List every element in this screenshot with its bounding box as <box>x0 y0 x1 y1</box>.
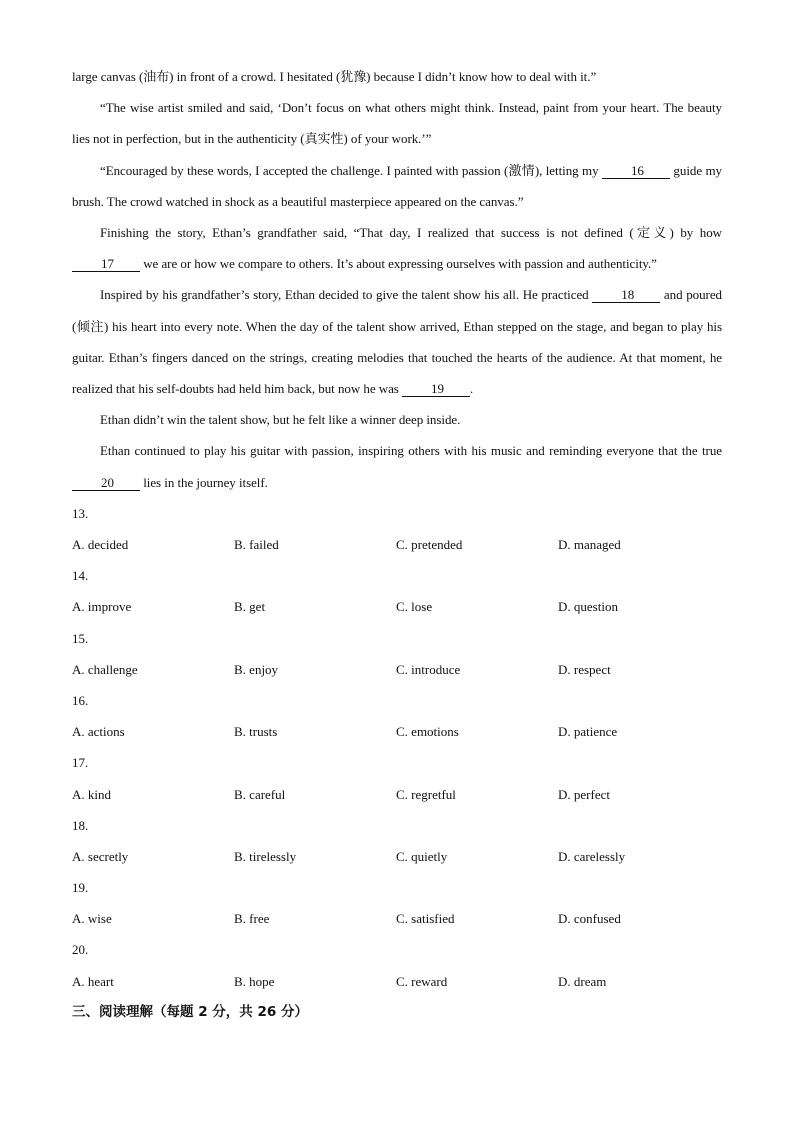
question-number: 19. <box>72 880 89 896</box>
question-options <box>72 779 722 810</box>
section-heading: 三、阅读理解（每题 2 分，共 26 分） <box>72 1003 308 1020</box>
question-16 <box>72 685 722 747</box>
question-number: 14. <box>72 568 89 584</box>
question-number: 18. <box>72 817 89 833</box>
option-d: D. respect <box>558 661 611 677</box>
question-options <box>72 716 722 747</box>
question-17 <box>72 747 722 809</box>
question-options <box>72 966 722 997</box>
blank-16: 16 <box>602 164 670 179</box>
option-c: C. regretful <box>396 786 456 802</box>
question-14 <box>72 560 722 622</box>
blank-17: 17 <box>72 257 140 272</box>
option-d: D. patience <box>558 724 618 740</box>
option-a: A. challenge <box>72 661 138 677</box>
question-options <box>72 591 722 622</box>
question-number: 17. <box>72 755 89 771</box>
passage-text: “Encouraged by these words, I accepted the challenge. I painted with passion (激情), letting my <box>100 162 602 178</box>
question-number: 15. <box>72 630 89 646</box>
passage-paragraph-5 <box>72 279 722 404</box>
option-b: B. get <box>234 599 266 615</box>
question-20 <box>72 934 722 996</box>
option-a: A. decided <box>72 537 129 553</box>
passage-text: and poured (倾注) his heart into every note. When the day of the talent show arrived, Ethan stepped on the stage, and began to play his guitar. Ethan’s fingers danced on the strings, creating melodies that touched the hearts of the audience. At that moment, he realized that his self-doubts had held him back, but now he was <box>72 287 722 397</box>
passage-text: Inspired by his grandfather’s story, Ethan decided to give the talent show his all. He practiced <box>100 287 593 303</box>
option-d: D. managed <box>558 537 621 553</box>
option-a: A. secretly <box>72 848 129 864</box>
option-a: A. wise <box>72 911 112 927</box>
option-b: B. enjoy <box>234 661 279 677</box>
passage-text: lies in the journey itself. <box>140 474 268 490</box>
passage-paragraph-4 <box>72 217 722 279</box>
passage-text: Ethan didn’t win the talent show, but he felt like a winner deep inside. <box>100 412 461 428</box>
question-18 <box>72 810 722 872</box>
passage-text: Finishing the story, Ethan’s grandfather said, “That day, I realized that success is not defined (定义) by how <box>100 225 722 241</box>
passage-text: “The wise artist smiled and said, ‘Don’t focus on what others might think. Instead, paint from your heart. The beauty lies not in perfection, but in the authenticity (真实性) of your work.’” <box>72 100 722 147</box>
option-a: A. kind <box>72 786 111 802</box>
option-b: B. free <box>234 911 270 927</box>
option-c: C. quietly <box>396 848 448 864</box>
question-number: 13. <box>72 505 89 521</box>
passage-text: . <box>470 381 474 397</box>
option-b: B. failed <box>234 537 279 553</box>
document-page <box>72 61 722 1028</box>
option-c: C. emotions <box>396 724 459 740</box>
passage-text: guide my brush. The crowd watched in shock as a beautiful masterpiece appeared on the canvas.” <box>72 162 722 209</box>
option-b: B. trusts <box>234 724 278 740</box>
option-c: C. reward <box>396 973 448 989</box>
question-options <box>72 841 722 872</box>
option-d: D. dream <box>558 973 607 989</box>
passage-paragraph-1 <box>72 61 722 92</box>
question-options <box>72 654 722 685</box>
option-a: A. improve <box>72 599 132 615</box>
passage-text: large canvas (油布) in front of a crowd. I hesitated (犹豫) because I didn’t know how to deal with it.” <box>72 69 597 84</box>
passage-paragraph-6 <box>72 404 722 435</box>
question-number: 20. <box>72 942 89 958</box>
option-a: A. actions <box>72 724 125 740</box>
blank-18: 18 <box>592 288 660 303</box>
option-c: C. satisfied <box>396 911 455 927</box>
question-19 <box>72 872 722 934</box>
option-b: B. tirelessly <box>234 848 297 864</box>
option-b: B. hope <box>234 973 275 989</box>
blank-19: 19 <box>402 382 470 397</box>
question-15 <box>72 623 722 685</box>
question-13 <box>72 498 722 560</box>
option-a: A. heart <box>72 973 114 989</box>
passage-paragraph-7 <box>72 435 722 497</box>
option-d: D. question <box>558 599 618 615</box>
question-options <box>72 903 722 934</box>
question-list <box>72 498 722 997</box>
passage-text: Ethan continued to play his guitar with passion, inspiring others with his music and reminding everyone that the true <box>100 443 722 459</box>
option-c: C. introduce <box>396 661 461 677</box>
passage-paragraph-3 <box>72 155 722 217</box>
question-options <box>72 529 722 560</box>
blank-20: 20 <box>72 476 140 491</box>
option-d: D. perfect <box>558 786 610 802</box>
question-number: 16. <box>72 692 89 708</box>
passage-text: we are or how we compare to others. It’s about expressing ourselves with passion and authenticity.” <box>140 256 657 272</box>
option-c: C. lose <box>396 599 433 615</box>
passage-paragraph-2 <box>72 92 722 154</box>
option-b: B. careful <box>234 786 286 802</box>
option-c: C. pretended <box>396 537 463 553</box>
option-d: D. confused <box>558 911 621 927</box>
option-d: D. carelessly <box>558 848 626 864</box>
